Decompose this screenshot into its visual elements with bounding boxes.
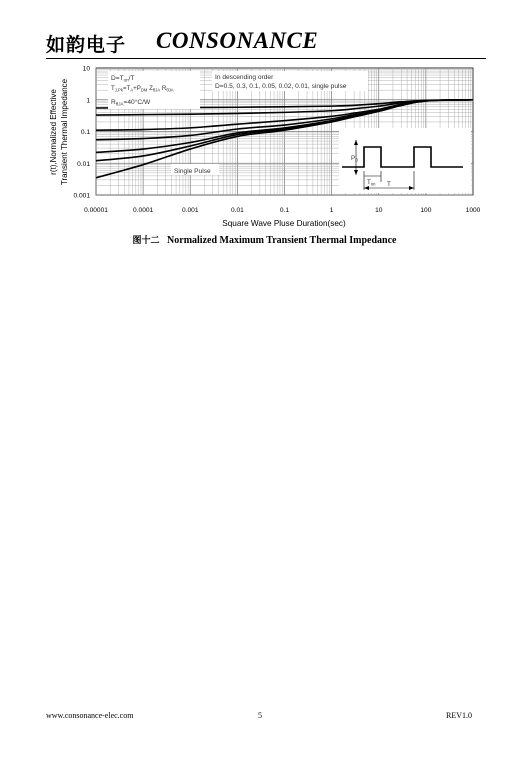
- formula-line-1: $D=T_{on}/T$: [111, 75, 135, 83]
- thermal-impedance-chart: [0, 0, 529, 235]
- pulse-waveform-inset: [339, 128, 471, 193]
- ton-label: $T_{on}$: [367, 179, 376, 187]
- y-tick-label: 10: [82, 65, 90, 73]
- y-tick-label: 0.01: [77, 160, 90, 168]
- y-axis-label-line-2: Transient Thermal Impedance: [60, 78, 69, 186]
- formula-line-3: $R_{\theta JA}=40^\circ C/W$: [111, 99, 151, 107]
- x-tick-label: 0.001: [181, 207, 199, 214]
- x-tick-label: 0.01: [230, 207, 244, 214]
- y-tick-label: 0.1: [80, 129, 90, 136]
- caption-text: Normalized Maximum Transient Thermal Impedance: [167, 235, 397, 246]
- x-axis-label: Square Wave Pluse Duration(sec): [222, 219, 346, 228]
- formula-line-2: $T_{J,Pk}=T_A+P_{DM}$ $Z_{\theta JA}$ $R_{\theta JA}$: [111, 85, 174, 93]
- x-tick-label: 0.1: [279, 207, 290, 214]
- footer-page-number: 5: [258, 711, 262, 720]
- x-tick-label: 10: [375, 207, 383, 214]
- caption-prefix: 图十二: [132, 236, 160, 246]
- y-tick-label: 0.001: [73, 192, 90, 200]
- pd-label: $P_D$: [351, 155, 359, 163]
- company-name-en: CONSONANCE: [156, 28, 319, 53]
- period-label: T: [387, 181, 391, 188]
- y-tick-label: 1: [86, 97, 90, 105]
- order-line-1: In descending order: [215, 74, 274, 81]
- y-axis-label-line-1: r(t),Normalized Effective: [49, 89, 58, 175]
- company-name-cn: 如韵电子: [46, 34, 127, 56]
- x-tick-label: 0.0001: [133, 207, 154, 214]
- x-tick-label: 0.00001: [84, 207, 108, 214]
- single-pulse-label: Single Pulse: [174, 168, 211, 175]
- order-line-2: D=0.5, 0.3, 0.1, 0.05, 0.02, 0.01, single pulse: [215, 83, 347, 90]
- x-tick-label: 1: [329, 207, 334, 214]
- figure-caption: [0, 233, 529, 246]
- footer-website: www.consonance-elec.com: [46, 711, 134, 720]
- x-tick-label: 100: [420, 207, 432, 214]
- x-tick-label: 1000: [465, 207, 481, 214]
- footer-revision: REV1.0: [446, 711, 472, 720]
